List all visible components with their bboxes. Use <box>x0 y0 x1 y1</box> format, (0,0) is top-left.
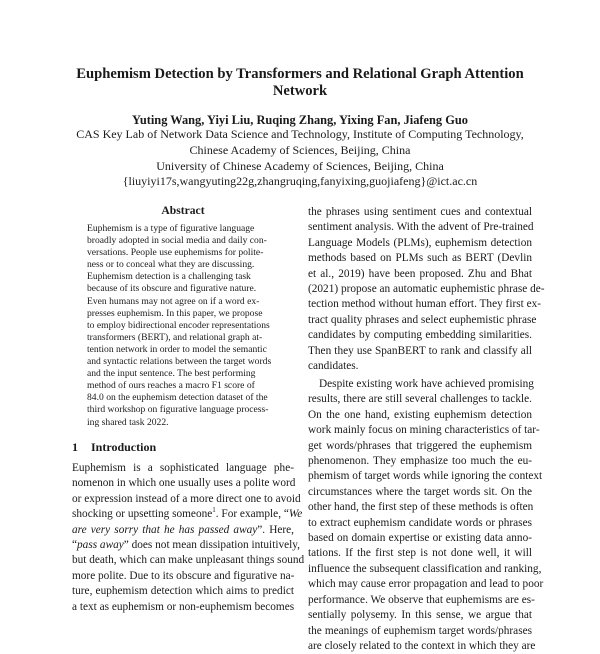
right-column-paragraph-2 <box>308 377 544 654</box>
body-text-line: are very sorry that he has passed away”. Here, <box>72 523 294 536</box>
abstract-line: because of its obscure and figurative nature. <box>87 283 257 295</box>
body-text-line: methods based on PLMs such as BERT (Devlin <box>308 252 532 265</box>
body-text-line: to extract euphemism candidate words or phrases <box>308 516 532 529</box>
author-emails: {liuyiyi17s,wangyuting22g,zhangruqing,fanyixing,guojiafeng}@ict.ac.cn <box>122 174 478 188</box>
body-text-line: tations. If the first step is not done well, it will <box>308 547 532 560</box>
body-text-line: Then they use SpanBERT to rank and classify all <box>308 344 532 357</box>
body-text-line: candidates. <box>308 360 359 373</box>
abstract-line: and the input sentence. The best performing <box>87 368 256 380</box>
abstract-line: ing shared task 2022. <box>87 416 169 428</box>
abstract-line: third workshop on figurative language process- <box>87 404 269 416</box>
paper-title-line: Network <box>272 83 328 99</box>
section-title: Introduction <box>91 440 157 454</box>
abstract-line: 84.0 on the euphemism detection dataset of the <box>87 392 268 404</box>
body-text-line: influence the subsequent classification and ranking, <box>308 562 542 575</box>
footnote-marker[interactable]: 1 <box>212 506 216 515</box>
body-text-line: Despite existing work have achieved promising <box>319 378 534 390</box>
body-text-line: results, there are still several challenges to tackle. <box>308 393 532 406</box>
affiliation-line: Chinese Academy of Sciences, Beijing, China <box>189 143 411 157</box>
body-text-line: phemism of target words while ignoring the context <box>308 470 543 483</box>
body-text-line: tract quality phrases and select euphemistic phrase <box>308 313 537 326</box>
right-column-paragraph-1 <box>308 205 545 374</box>
body-text-line: Euphemism is a sophisticated language phe- <box>72 462 294 474</box>
abstract-line: Euphemism detection is a challenging task <box>87 271 251 283</box>
body-text-line: work mainly focus on mining characteristics of tar- <box>308 424 540 437</box>
abstract-line: ness or to conceal what they are discussing. <box>87 259 255 271</box>
body-text-line: candidates by computing embedding similarities. <box>308 329 532 342</box>
body-text-line: ture, euphemism detection which aims to predict <box>72 585 294 598</box>
body-text-line: but death, which can make unpleasant things sound <box>72 554 305 567</box>
body-text-line: sentiment analysis. With the advent of Pre-trained <box>308 221 534 234</box>
abstract-line: to employ bidirectional encoder representations <box>87 319 270 331</box>
author-list: Yuting Wang, Yiyi Liu, Ruqing Zhang, Yixing Fan, Jiafeng Guo <box>132 113 468 127</box>
body-text-line: “pass away” does not mean dissipation intuitively, <box>72 539 301 552</box>
section-heading-introduction <box>72 440 156 455</box>
body-text-line: tection method without human effort. They first ex- <box>308 298 541 311</box>
abstract-line: presses euphemism. In this paper, we propose <box>87 307 263 319</box>
body-text-line: sentially polysemy. In this sense, we argue that <box>308 609 532 622</box>
abstract-line: versations. People use euphemisms for polite- <box>87 247 264 259</box>
introduction-body <box>72 461 305 615</box>
abstract-line: transformers (BERT), and relational graph at- <box>87 331 263 343</box>
section-number: 1 <box>72 440 78 454</box>
body-text-line: more polite. Due to its obscure and figurative na- <box>72 569 295 582</box>
body-text-line: phenomenon. They emphasize too much the eu- <box>308 455 532 468</box>
paper-title <box>60 66 540 100</box>
body-text-line: the meanings of euphemism target words/phrases <box>308 624 532 637</box>
body-text-line: (2021) propose an automatic euphemistic phrase de- <box>308 283 545 296</box>
body-text-line: performance. We observe that euphemisms are es- <box>308 593 535 606</box>
affiliation-line: University of Chinese Academy of Sciences, Beijing, China <box>156 159 444 173</box>
abstract-line: method of ours reaches a macro F1 score of <box>87 380 255 392</box>
abstract-line: and syntactic relations between the target words <box>87 356 272 368</box>
body-text-line: the phrases using sentiment cues and contextual <box>308 206 532 218</box>
body-text-line: circumstances where the target words sit. On the <box>308 485 532 498</box>
body-text-line: a text as euphemism or non-euphemism becomes <box>72 600 295 613</box>
body-text-line: shocking or upsetting someone$^1$. For example, “We <box>72 506 303 521</box>
abstract-line: broadly adopted in social media and daily con- <box>87 235 267 247</box>
body-text-line: Language Models (PLMs), euphemism detection <box>308 236 532 249</box>
affiliation-line: CAS Key Lab of Network Data Science and Technology, Institute of Computing Technology, <box>76 127 524 141</box>
body-text-line: are closely related to the context in which they are <box>308 639 536 652</box>
paper-title-line: Euphemism Detection by Transformers and Relational Graph Attention <box>76 66 524 82</box>
body-text-line: nomenon in which one usually uses a polite word <box>72 477 296 490</box>
abstract-body <box>87 223 281 429</box>
abstract-line: Euphemism is a type of figurative language <box>87 223 255 234</box>
abstract-line: Even humans may not agree on if a word ex- <box>87 295 260 307</box>
abstract-heading: Abstract <box>161 204 205 217</box>
body-text-line: et al., 2019) have been proposed. Zhu and Bhat <box>308 267 532 280</box>
body-text-line: or expression instead of a more direct one to avoid <box>72 492 301 505</box>
body-text-line: other hand, the first step of these methods is often <box>308 501 534 514</box>
body-text-line: based on domain expertise or existing data anno- <box>308 532 532 545</box>
body-text-line: get words/phrases that triggered the euphemism <box>308 439 532 452</box>
body-text-line: which may cause error propagation and lead to poor <box>308 578 544 591</box>
body-text-line: On the one hand, existing euphemism detection <box>308 408 532 421</box>
abstract-line: tention network in order to model the semantic <box>87 343 267 355</box>
